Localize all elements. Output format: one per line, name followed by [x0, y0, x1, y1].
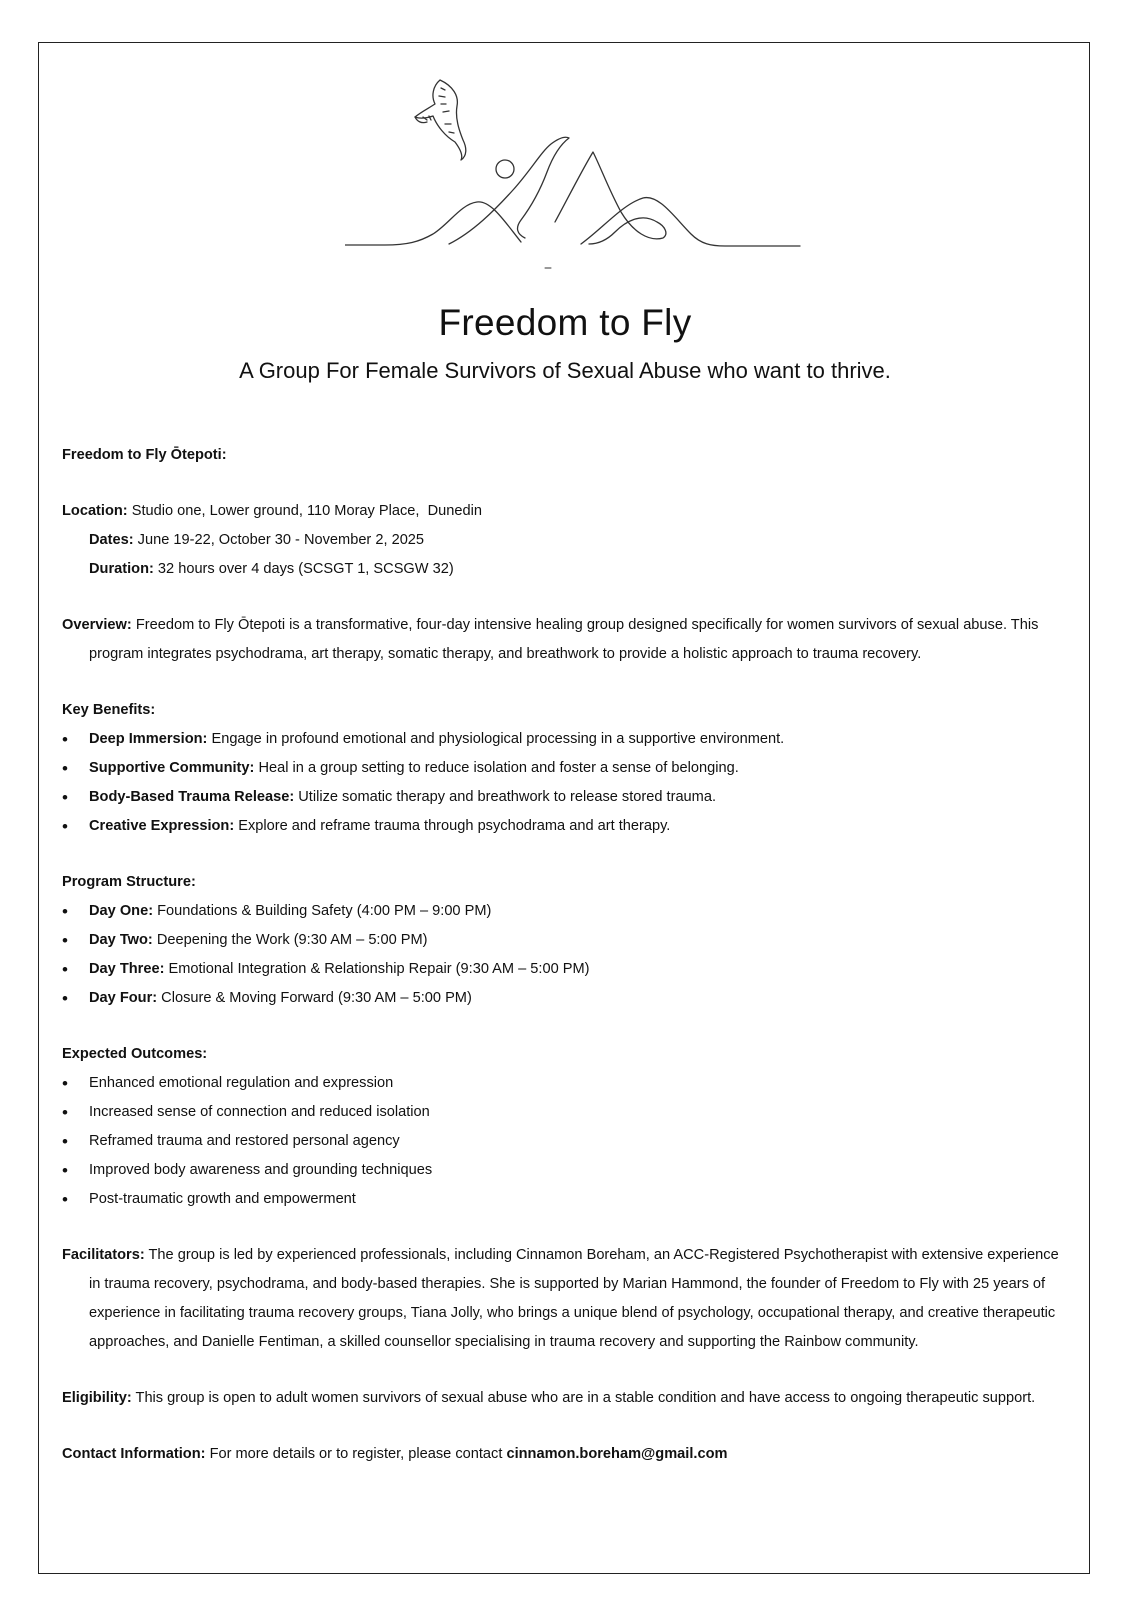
- list-item: [62, 812, 1072, 841]
- dates-label: Dates:: [89, 532, 134, 548]
- facilitators-text: The group is led by experienced professionals, including Cinnamon Boreham, an ACC-Registered Psychotherapist with extensive experience in trauma recovery, psychodrama, and body-based therapies. She is supported by Marian Hammond, the founder of Freedom to Fly with 25 years of experience in facilitating trauma recovery groups, Tiana Jolly, who brings a unique blend of psychology, occupational therapy, and creative therapeutic approaches, and Danielle Fentiman, a skilled counsellor specialising in trauma recovery and supporting the Rainbow community.: [89, 1247, 1059, 1350]
- list-item: [62, 754, 1072, 783]
- benefit-label: Creative Expression:: [89, 818, 235, 834]
- benefit-text: Engage in profound emotional and physiological processing in a supportive environment.: [211, 731, 785, 747]
- mountains-icon: [345, 137, 800, 246]
- list-item: • Post-traumatic growth and empowerment: [62, 1185, 1072, 1214]
- duration-label: Duration:: [89, 561, 154, 577]
- duration-line: [62, 555, 1072, 584]
- list-item: • Improved body awareness and grounding techniques: [62, 1156, 1072, 1185]
- eligibility-label: Eligibility:: [62, 1390, 132, 1406]
- sun-icon: [496, 160, 514, 178]
- overview-label: Overview:: [62, 617, 132, 633]
- dates-line: [62, 526, 1072, 555]
- benefit-label: Deep Immersion:: [89, 731, 208, 747]
- facilitators-paragraph: [62, 1241, 1072, 1357]
- list-item: [62, 926, 1072, 955]
- document-body: [62, 441, 1072, 1469]
- list-item: • Enhanced emotional regulation and expression: [62, 1069, 1072, 1098]
- bird-mountains-sun-logo: [345, 72, 820, 282]
- dates-value: June 19-22, October 30 - November 2, 2025: [137, 532, 425, 548]
- benefit-text: Utilize somatic therapy and breathwork to release stored trauma.: [298, 789, 717, 805]
- benefit-text: Heal in a group setting to reduce isolation and foster a sense of belonging.: [258, 760, 739, 776]
- benefit-label: Body-Based Trauma Release:: [89, 789, 295, 805]
- day-label: Day Three:: [89, 961, 165, 977]
- day-text: Closure & Moving Forward (9:30 AM – 5:00 PM): [161, 990, 472, 1006]
- outcomes-list: [62, 1069, 1072, 1214]
- list-item: [62, 783, 1072, 812]
- location-value: Studio one, Lower ground, 110 Moray Place, Dunedin: [131, 503, 482, 519]
- overview-text: Freedom to Fly Ōtepoti is a transformative, four-day intensive healing group designed specifically for women survivors of sexual abuse. This program integrates psychodrama, art therapy, somatic therapy, and breathwork to provide a holistic approach to trauma recovery.: [89, 617, 1039, 662]
- intro-heading: Freedom to Fly Ōtepoti:: [62, 447, 227, 463]
- day-label: Day Two:: [89, 932, 153, 948]
- duration-value: 32 hours over 4 days (SCSGT 1, SCSGW 32): [157, 561, 454, 577]
- day-text: Emotional Integration & Relationship Repair (9:30 AM – 5:00 PM): [168, 961, 590, 977]
- overview-paragraph: [62, 611, 1072, 669]
- facilitators-label: Facilitators:: [62, 1247, 145, 1263]
- bird-icon: [415, 80, 466, 160]
- list-item: • Reframed trauma and restored personal agency: [62, 1127, 1072, 1156]
- day-text: Deepening the Work (9:30 AM – 5:00 PM): [156, 932, 428, 948]
- benefits-list: [62, 725, 1072, 841]
- structure-list: [62, 897, 1072, 1013]
- list-item: [62, 955, 1072, 984]
- benefits-heading: Key Benefits:: [62, 702, 156, 718]
- location-line: [62, 497, 1072, 526]
- structure-heading: Program Structure:: [62, 874, 196, 890]
- list-item: • Increased sense of connection and reduced isolation: [62, 1098, 1072, 1127]
- contact-paragraph: [62, 1440, 1072, 1469]
- contact-label: Contact Information:: [62, 1446, 206, 1462]
- eligibility-paragraph: [62, 1384, 1072, 1413]
- location-label: Location:: [62, 503, 128, 519]
- list-item: [62, 984, 1072, 1013]
- outcomes-heading: Expected Outcomes:: [62, 1046, 208, 1062]
- benefit-text: Explore and reframe trauma through psychodrama and art therapy.: [238, 818, 671, 834]
- day-label: Day Four:: [89, 990, 158, 1006]
- contact-email-link[interactable]: cinnamon.boreham@gmail.com: [506, 1446, 728, 1462]
- day-label: Day One:: [89, 903, 154, 919]
- page-title: Freedom to Fly: [438, 302, 692, 343]
- contact-text: For more details or to register, please contact: [209, 1446, 503, 1462]
- day-text: Foundations & Building Safety (4:00 PM – 9:00 PM): [157, 903, 492, 919]
- list-item: [62, 897, 1072, 926]
- eligibility-text: This group is open to adult women survivors of sexual abuse who are in a stable condition and have access to ongoing therapeutic support.: [135, 1390, 1036, 1406]
- list-item: [62, 725, 1072, 754]
- benefit-label: Supportive Community:: [89, 760, 255, 776]
- page-subtitle: A Group For Female Survivors of Sexual Abuse who want to thrive.: [239, 358, 891, 383]
